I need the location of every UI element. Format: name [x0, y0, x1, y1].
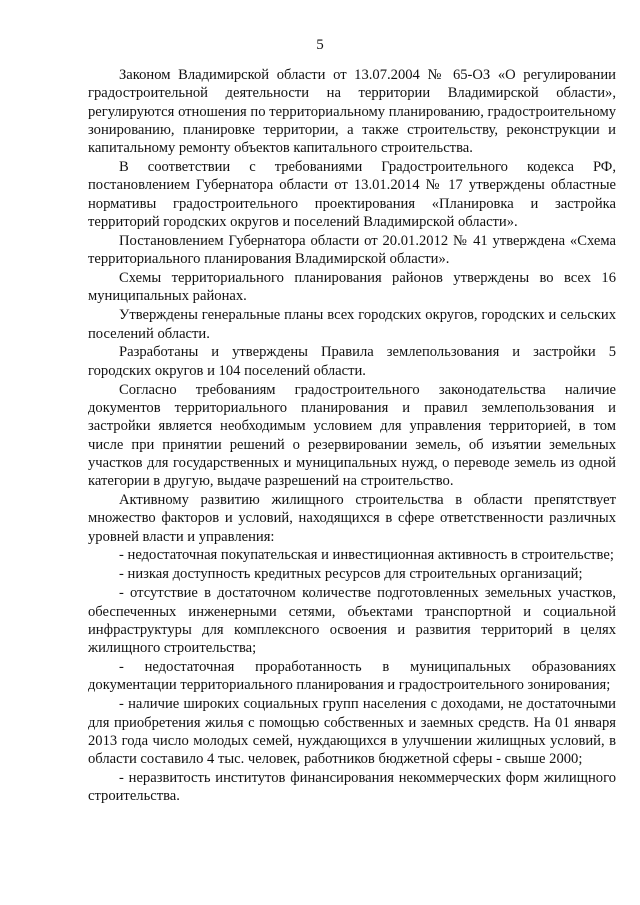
paragraph-district-schemes: Схемы территориального планирования районов утверждены во всех 16 муниципальных районах.	[88, 270, 616, 305]
list-item-land-shortage: - отсутствие в достаточном количестве подготовленных земельных участков, обеспеченных инженерными сетями, объектами транспортной и социальной инфраструктуры для комплексного освоения и развития территорий в целях жилищного строительства;	[88, 585, 616, 657]
page-number: 5	[316, 37, 324, 53]
paragraph-regional-norms: В соответствии с требованиями Градостроительного кодекса РФ, постановлением Губернатора области от 13.01.2014 № 17 утверждены областные нормативы градостроительного проектирования «Планировка и застройка территорий городских округов и поселений Владимирской области».	[88, 159, 616, 230]
paragraph-legislation-requirements: Согласно требованиям градостроительного законодательства наличие документов территориального планирования и правил землепользования и застройки является необходимым условием для управления территорией, в том числе при принятии решений о резервировании земель, об изъятии земельных участков для государственных и муниципальных нужд, о переводе земель из одной категории в другую, выдаче разрешений на строительство.	[88, 381, 616, 490]
list-item-planning-documentation: - недостаточная проработанность в муниципальных образованиях документации территориального планирования и градостроительного зонирования;	[88, 659, 616, 694]
paragraph-general-plans: Утверждены генеральные планы всех городских округов, городских и сельских поселений области.	[88, 307, 616, 342]
paragraph-obstacles-intro: Активному развитию жилищного строительства в области препятствует множество факторов и условий, находящихся в сфере ответственности различных уровней власти и управления:	[88, 491, 616, 545]
paragraph-law-regulation: Законом Владимирской области от 13.07.2004 № 65-ОЗ «О регулировании градостроительной деятельности на территории Владимирской области», регулируются отношения по территориальному планированию, градостроительному зонированию, планировке территории, а также строительству, реконструкции и капитальному ремонту объектов капитального строительства.	[88, 67, 616, 157]
paragraph-land-use-rules: Разработаны и утверждены Правила землепользования и застройки 5 городских округов и 104 поселений области.	[88, 344, 616, 379]
list-item-low-income-groups: - наличие широких социальных групп населения с доходами, не достаточными для приобретения жилья с помощью собственных и заемных средств. На 01 января 2013 года число молодых семей, нуждающихся в улучшении жилищных условий, в области составило 4 тыс. человек, работников бюджетной сферы - свыше 2000;	[88, 696, 616, 768]
list-item-financing-institutions: - неразвитость институтов финансирования некоммерческих форм жилищного строительства.	[88, 770, 616, 805]
document-body	[88, 66, 616, 806]
paragraph-territorial-scheme: Постановлением Губернатора области от 20.01.2012 № 41 утверждена «Схема территориального планирования Владимирской области».	[88, 232, 616, 268]
list-item-low-activity: - недостаточная покупательская и инвестиционная активность в строительстве;	[119, 547, 614, 564]
list-item-credit-access: - низкая доступность кредитных ресурсов для строительных организаций;	[119, 566, 583, 583]
